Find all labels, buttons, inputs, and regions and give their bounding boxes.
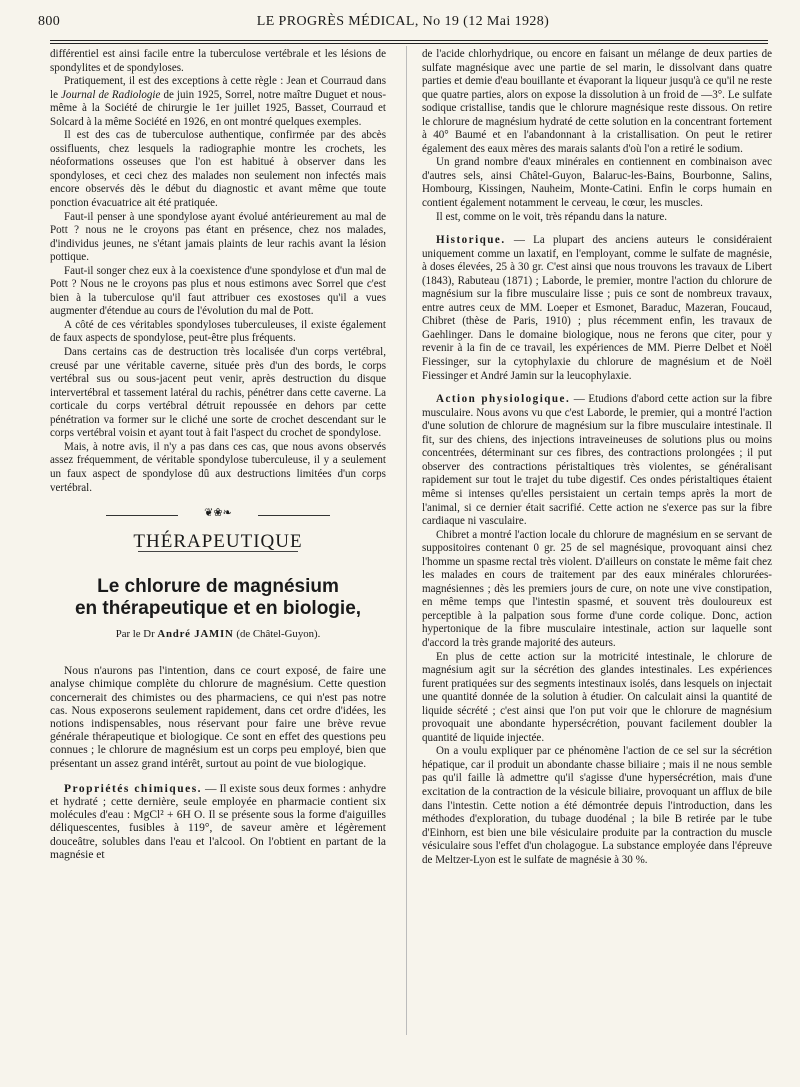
subheading-action: Action physiologique.: [436, 393, 571, 406]
paragraph-action: [422, 393, 772, 528]
ornament-line: [106, 515, 178, 516]
paragraph: Dans certains cas de destruction très localisée d'un corps vertébral, creusé par une véritable caverne, située près d'un des bords, le corps vertébral sus ou sous-jacent peut venir, après destruction du disque intervertébral et tassement latéral du rachis, pénétrer dans cette caverne. La corticale du corps vertébral détruit repoussée en dehors par cette pénétration va former sur le cliché une sorte de crochet descendant sur le corps vertébral voisin et ayant tout à fait l'aspect du crochet de spondylose.: [50, 346, 386, 440]
paragraph: En plus de cette action sur la motricité intestinale, le chlorure de magnésium agit sur la sécrétion des glandes intestinales. Les expériences furent pratiquées sur des segments intestinaux isolés, dans lesquels on injectait une quantité donnée de la solution à étudier. On calculait ainsi la quantité de liquide sécrété ; c'est ainsi que l'on put voir que le chlorure de magnésium provoquait une abondante hypersécrétion, pouvant facilement doubler la quantité de liquide injectée.: [422, 650, 772, 744]
article-title-line2: en thérapeutique et en biologie,: [74, 597, 362, 619]
ornament-icon: ❦❀❧: [204, 507, 232, 520]
article-intro: Nous n'aurons pas l'intention, dans ce court exposé, de faire une analyse chimique complète du chlorure de magnésium. Cette question concernerait des chimistes ou des pharmaciens, ce qui n'est pas notre cas. Nous exposerons seulement rapidement, dans cet ordre d'idées, les notions indispensables, nous réservant pour faire une brève revue générale thérapeutique et biologique. Ce sont en effet des questions peu connues ; le chlorure de magnésium est un corps peu employé, bien que présentant un assez grand intérêt, surtout au point de vue biologique.: [50, 665, 386, 770]
paragraph: différentiel est ainsi facile entre la tuberculose vertébrale et les lésions de spondylites et de spondyloses.: [50, 48, 386, 74]
running-title: LE PROGRÈS MÉDICAL, No 19 (12 Mai 1928): [256, 14, 550, 29]
journal-title: Journal de Radiologie: [61, 88, 161, 101]
paragraph: A côté de ces véritables spondyloses tuberculeuses, il existe également de faux aspects de spondylose, peut-être plus fréquents.: [50, 318, 386, 345]
text-run: — La plupart des anciens auteurs le considéraient uniquement comme un laxatif, en l'employant, comme le sulfate de magnésie, à doses élevées, 25 à 30 gr. C'est ainsi que nous trouvons les travaux de Libert (1843), Rabuteau (1871) ; Laborde, le premier, montre l'action du chlorure de magnésium sur la fibre musculaire lisse ; puis ce sont de nombreux travaux, entre autres ceux de MM. Loeper et Esmonet, Baraduc, Mazeran, Foucaud, Chibret (thèse de Paris, 1910) ; plus récemment enfin, les travaux de Gaehlinger. Dans le domaine biologique, nous ne ferons que citer, pour y revenir à la fin de ce travail, les expériences de MM. Pierre Delbet et Noël Fiessinger, sur la cytophylaxie du chlorure de magnésium et de Noël Fiessinger et André Jamin sur la leucophylaxie.: [422, 234, 772, 382]
paragraph-pratiquement: [50, 75, 386, 129]
paragraph: Faut-il penser à une spondylose ayant évolué antérieurement au mal de Pott ? nous ne le croyons pas étant en présence, chez nos malades, d'individus jeunes, ne s'étant jamais plaints de leur rachis avant la lésion pottique.: [50, 210, 386, 264]
subheading-proprietes: Propriétés chimiques.: [64, 782, 203, 795]
text-run: — Il existe sous deux formes : anhydre et hydraté ; cette dernière, seule employée en pharmacie contient six molécules d'eau : MgCl² + 6H O. Il se présente sous la forme d'aiguilles déliquescentes, fusibles à 119°, de saveur amère et légèrement douceâtre, solubles dans l'eau et l'alcool. On l'obtient en partant de la magnésie et: [50, 782, 386, 861]
paragraph: de l'acide chlorhydrique, ou encore en faisant un mélange de deux parties de sulfate magnésique avec une partie de sel marin, le dissolvant dans quatre parties et demie d'eau bouillante et évaporant la liqueur jusqu'à ce qu'il ne reste que quatre parties, alors on expose la dissolution à un froid de —3°. Le sulfate sodique cristallise, tandis que le chlorure magnésique reste dissous. On retire le chlorure de magnésium hydraté de cette solution en la concentrant fortement à 40° Baumé et en l'abandonnant à la cristallisation. On peut le retirer également des eaux mères des marais salants d'où l'on a retiré le sodium.: [422, 48, 772, 155]
right-column: [422, 48, 772, 867]
ornament-line: [258, 515, 330, 516]
page-number: 800: [38, 14, 61, 29]
byline-author: André JAMIN: [157, 627, 234, 640]
column-divider: [406, 46, 407, 1035]
paragraph-proprietes: [50, 783, 386, 862]
paragraph: Chibret a montré l'action locale du chlorure de magnésium en se servant de suppositoires contenant 0 gr. 25 de sel magnésique, provoquant ainsi chez l'homme un spasme rectal très violent. D'ailleurs on constate le même fait chez les malades en cours de traitement par des eaux minérales chlorurées-magnésiennes ; dès les premiers jours de cure, on note une vive constipation, en même temps que l'intestin spasmé, et souvent très douloureux est perceptible à la palpation sous forme d'une corde colique. Donc, action hypertonique de la fibre musculaire intestinale, action sur laquelle sont d'accord la très grande majorité des auteurs.: [422, 528, 772, 649]
byline-suffix: (de Châtel-Guyon).: [236, 627, 321, 640]
paragraph: On a voulu expliquer par ce phénomène l'action de ce sel sur la sécrétion hépatique, car il produit un abondante chasse biliaire ; mais il ne nous semble pas qu'il faille là admettre qu'il s'agisse d'une hypersécrétion, mais d'une excitation de la contraction de la vésicule biliaire, provoquant un afflux de bile dans l'intestin. Cette notion a été démontrée depuis l'introduction, dans les méthodes d'exploration, du tubage duodénal ; la bile B retirée par le tube d'Einhorn, est bien une bile vésiculaire produite par la contraction du muscle vésiculaire sous l'effet d'un cholagogue. La substance employée dans l'épreuve de Meltzer-Lyon est le sulfate de magnésie à 30 %.: [422, 745, 772, 866]
byline-prefix: Par le Dr: [115, 627, 155, 640]
article-body: [50, 665, 386, 862]
paragraph: Un grand nombre d'eaux minérales en contiennent en combinaison avec d'autres sels, ainsi Châtel-Guyon, Balaruc-les-Bains, Bourbonne, Salins, Hombourg, Kissingen, Nauheim, Monte-Catini. Enfin le corps humain en contient également notamment le cerveau, le cœur, les muscles.: [422, 156, 772, 210]
subheading-historique: Historique.: [436, 234, 506, 247]
paragraph: Mais, à notre avis, il n'y a pas dans ces cas, que nous avons observés assez fréquemment, de véritable spondylose tuberculeuse, il y a seulement un faux aspect de spondylose dû aux destructions limitées d'un corps vertébral.: [50, 440, 386, 494]
paragraph: Il est, comme on le voit, très répandu dans la nature.: [436, 210, 667, 223]
text-run: — Etudions d'abord cette action sur la fibre musculaire. Nous avons vu que c'est Laborde, le premier, qui a montré l'action d'une solution de chlorure de magnésium sur la fibre musculaire intestinale. Il fit, sur des chiens, des injections intraveineuses de solutions plus ou moins concentrées, déterminant sur ces fibres, des contractions prolongées ; il put observer des contractions péristaltiques très violentes, se généralisant rapidement sur tout le trajet du tube digestif. Ces ondes péristaltiques étaient même si intenses qu'elles persistaient un certain temps après la mort de l'animal, si ce dernier était sacrifié. Cette action ne s'exerce pas sur la fibre cardiaque ni vasculaire.: [422, 393, 772, 528]
paragraph-historique: [422, 234, 772, 383]
text-run: de juin 1925, Sorrel, notre maître Duguet et nous-même à la Société de chirurgie le 1er juillet 1925, Basset, Courraud et Solcard à la même Société en 1926, en ont montré quelques exemples.: [50, 88, 387, 128]
header-rule-double: [50, 43, 768, 44]
text-run: Pratiquement, il est des exceptions à cette règle : Jean et Courraud dans le: [50, 75, 386, 101]
page-header: [38, 14, 768, 36]
article-title-line1: Le chlorure de magnésium: [97, 575, 339, 597]
byline: [50, 628, 386, 642]
left-column: [50, 48, 386, 862]
paragraph: Il est des cas de tuberculose authentique, confirmée par des abcès ossifluents, chez lesquels la radiographie montre les crochets, les néoformations osseuses que l'on est habitué à observer dans les spondyloses, et ceci chez des malades non seulement non infectés mais encore observés dès le début du diagnostic et avant même que toute ponction évacuatrice ait été pratiquée.: [50, 129, 386, 210]
paragraph: Faut-il songer chez eux à la coexistence d'une spondylose et d'un mal de Pott ? Nous ne le croyons pas plus et nous estimons avec Sorrel que c'est bien à la tuberculose qu'il faut attribuer ces exostoses qu'il a vues augmenter d'étendue au cours de l'évolution du mal de Pott.: [50, 264, 386, 318]
header-rule: [50, 40, 768, 41]
section-heading: THÉRAPEUTIQUE: [133, 531, 303, 553]
ornament-divider: [50, 509, 386, 521]
